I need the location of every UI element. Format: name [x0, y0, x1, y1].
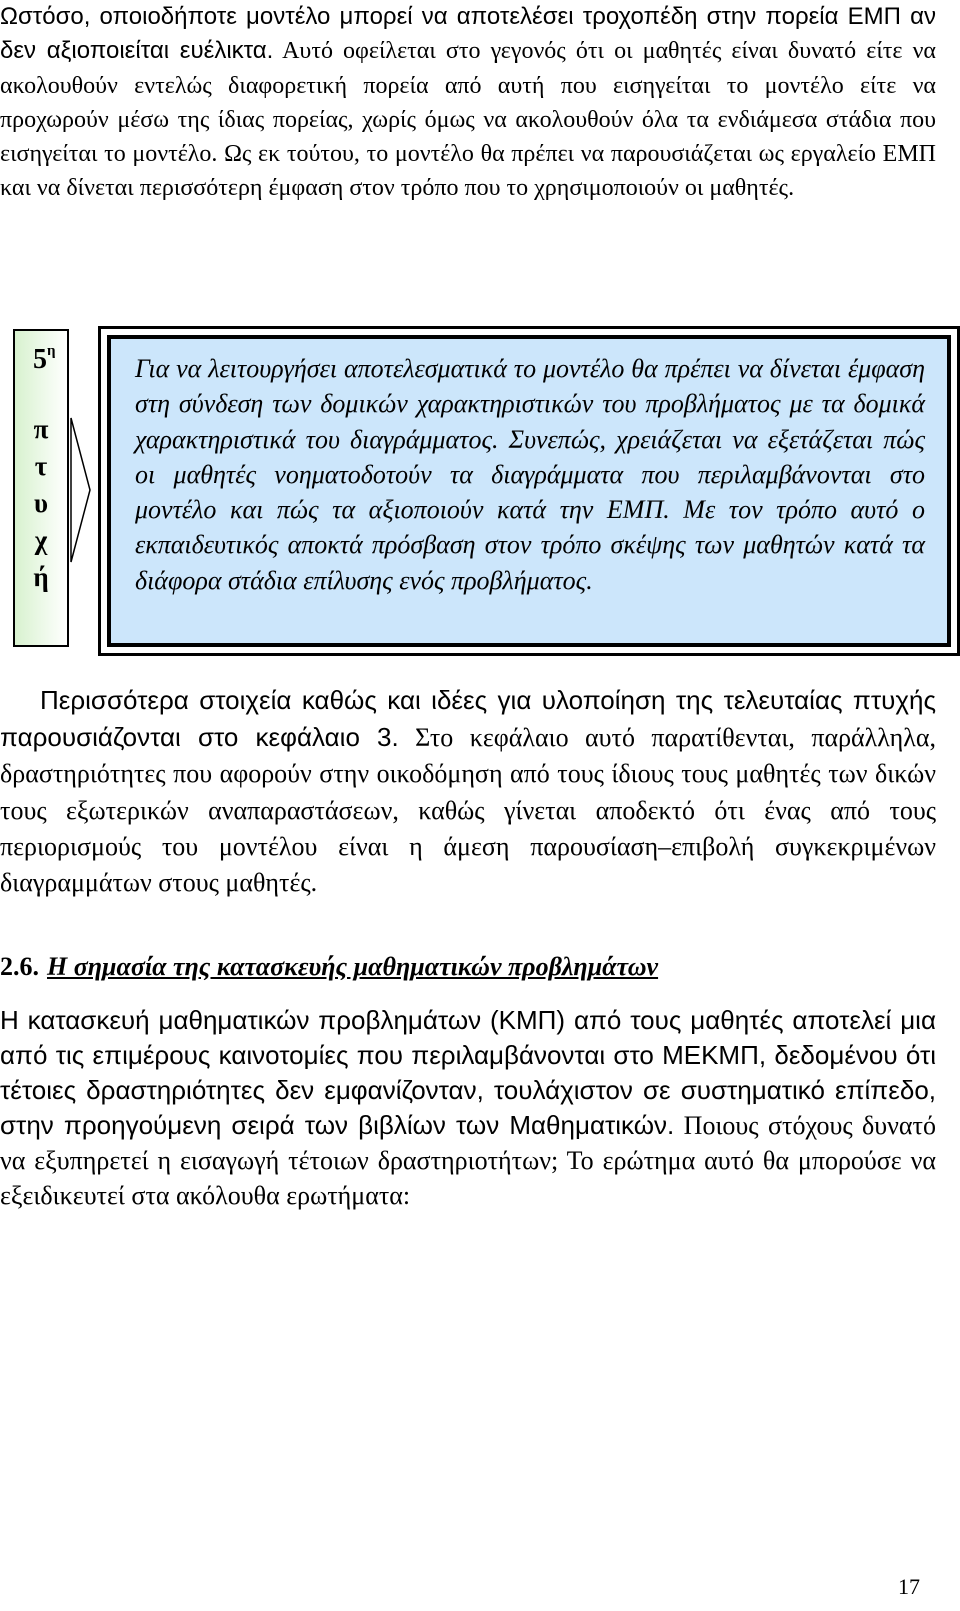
aspect-word-vertical	[15, 411, 67, 596]
callout-frame	[98, 326, 960, 656]
callout-box	[107, 335, 951, 647]
paragraph-chapter3	[0, 682, 936, 901]
paragraph-chapter3-part-b: Στο κεφάλαιο αυτό παρατίθενται, παράλληλα, δραστηριότητες που αφορούν στην οικοδόμηση από τους ίδιους τους μαθητές των δικών τους εξωτερικών αναπαραστάσεων, καθώς γίνεται αποδεκτό ότι ένας από τους περιορισμούς του μοντέλου είναι η άμεση παρουσίαση–επιβολή συγκεκριμένων διαγραμμάτων στους μαθητές.	[0, 723, 936, 898]
paragraph-intro-part-a: Ωστόσο, οποιοδήποτε μοντέλο μπορεί να αποτελέσει τροχοπέδη στην πορεία ΕΜΠ αν δεν αξιοποιείται ευέλικτα.	[0, 3, 936, 65]
paragraph-intro	[0, 0, 936, 206]
aspect-number	[33, 343, 56, 376]
callout-text: Για να λειτουργήσει αποτελεσματικά το μοντέλο θα πρέπει να δίνεται έμφαση στη σύνδεση των δομικών χαρακτηριστικών του προβλήματος με τα δομικά χαρακτηριστικά του διαγράμματος. Συνεπώς, χρειάζεται να εξετάζεται πώς οι μαθητές νοηματοδοτούν τα διαγράμματα που περιλαμβάνονται στο μοντέλο και πώς τα αξιοποιούν κατά την ΕΜΠ. Με τον τρόπο αυτό ο εκπαιδευτικός αποκτά πρόσβαση στον τρόπο σκέψης των μαθητών κατά τα διάφορα στάδια επίλυσης ενός προβλήματος.	[135, 354, 925, 595]
aspect-letter: υ	[33, 488, 48, 518]
aspect-letter: τ	[34, 451, 48, 481]
paragraph-problem-posing-part-b: Ποιους στόχους δυνατό να εξυπηρετεί η εισαγωγή τέτοιων δραστηριοτήτων; Το ερώτημα αυτό θα μπορούσε να εξειδικευτεί στα ακόλουθα ερωτήματα:	[0, 1111, 936, 1211]
section-heading	[0, 952, 936, 982]
paragraph-problem-posing-part-a: Η κατασκευή μαθηματικών προβλημάτων (ΚΜΠ) από τους μαθητές αποτελεί μια από τις επιμέρους καινοτομίες που περιλαμβάνονται στο ΜΕΚΜΠ, δεδομένου ότι τέτοιες δραστηριότητες δεν εμφανίζονταν, τουλάχιστον σε συστηματικό επίπεδο, στην προηγούμενη σειρά των βιβλίων των Μαθηματικών.	[0, 1005, 936, 1141]
section-number: 2.6.	[0, 952, 39, 981]
aspect-number-superscript: η	[47, 343, 56, 359]
aspect-number-digit: 5	[33, 344, 47, 375]
right-arrow-icon	[70, 417, 92, 563]
aspect-label-box	[13, 329, 69, 647]
aspect-letter: π	[33, 414, 49, 444]
paragraph-problem-posing	[0, 1003, 936, 1214]
aspect-letter: χ	[34, 525, 48, 555]
aspect-letter: ή	[33, 562, 49, 592]
paragraph-chapter3-part-a: Περισσότερα στοιχεία καθώς και ιδέες για υλοποίηση της τελευταίας πτυχής παρουσιάζονται στο κεφάλαιο 3.	[0, 685, 936, 753]
section-title: Η σημασία της κατασκευής μαθηματικών προβλημάτων	[47, 952, 659, 981]
page-number: 17	[898, 1574, 920, 1599]
paragraph-intro-part-b: Αυτό οφείλεται στο γεγονός ότι οι μαθητές είναι δυνατό είτε να ακολουθούν εντελώς διαφορετική πορεία από αυτή που εισηγείται το μοντέλο είτε να προχωρούν μέσω της ίδιας πορείας, χωρίς όμως να ακολουθούν όλα τα ενδιάμεσα στάδια που εισηγείται το μοντέλο. Ως εκ τούτου, το μοντέλο θα πρέπει να παρουσιάζεται ως εργαλείο ΕΜΠ και να δίνεται περισσότερη έμφαση στον τρόπο που το χρησιμοποιούν οι μαθητές.	[0, 38, 937, 202]
